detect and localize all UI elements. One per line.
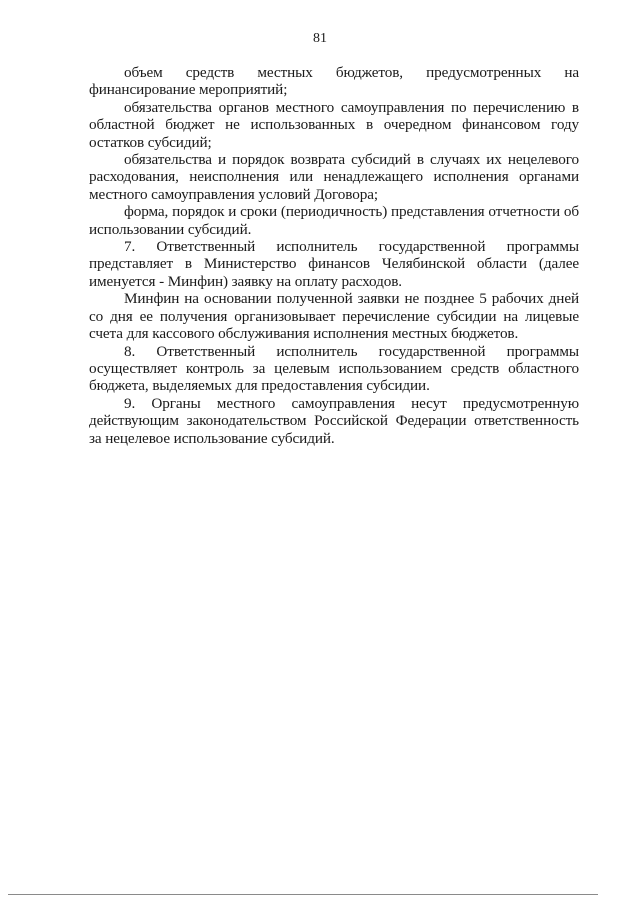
paragraph-item-7: 7. Ответственный исполнитель государственной программы представляет в Министерство финансов Челябинской области (далее именуется - Минфин) заявку на оплату расходов.	[89, 238, 579, 290]
paragraph-minfin-transfer: Минфин на основании полученной заявки не позднее 5 рабочих дней со дня ее получения организовывает перечисление субсидии на лицевые счета для кассового обслуживания исполнения местных бюджетов.	[89, 290, 579, 343]
page-number: 81	[313, 31, 327, 46]
paragraph-reporting: форма, порядок и сроки (периодичность) представления отчетности об использовании субсидий.	[89, 203, 579, 238]
paragraph-funding-volume: объем средств местных бюджетов, предусмотренных на финансирование мероприятий;	[89, 64, 579, 99]
bottom-scan-edge	[8, 894, 598, 895]
paragraph-refund-obligations: обязательства и порядок возврата субсидий в случаях их нецелевого расходования, неисполнения или ненадлежащего исполнения органами местного самоуправления условий Договора;	[89, 151, 579, 203]
paragraph-return-unused-balances: обязательства органов местного самоуправления по перечислению в областной бюджет не использованных в очередном финансовом году остатков субсидий;	[89, 98, 579, 151]
paragraph-item-8: 8. Ответственный исполнитель государственной программы осуществляет контроль за целевым использованием средств областного бюджета, выделяемых для предоставления субсидии.	[89, 342, 579, 395]
document-body	[89, 64, 579, 447]
paragraph-item-9: 9. Органы местного самоуправления несут предусмотренную действующим законодательством Российской Федерации ответственность за нецелевое использование субсидий.	[89, 394, 579, 447]
